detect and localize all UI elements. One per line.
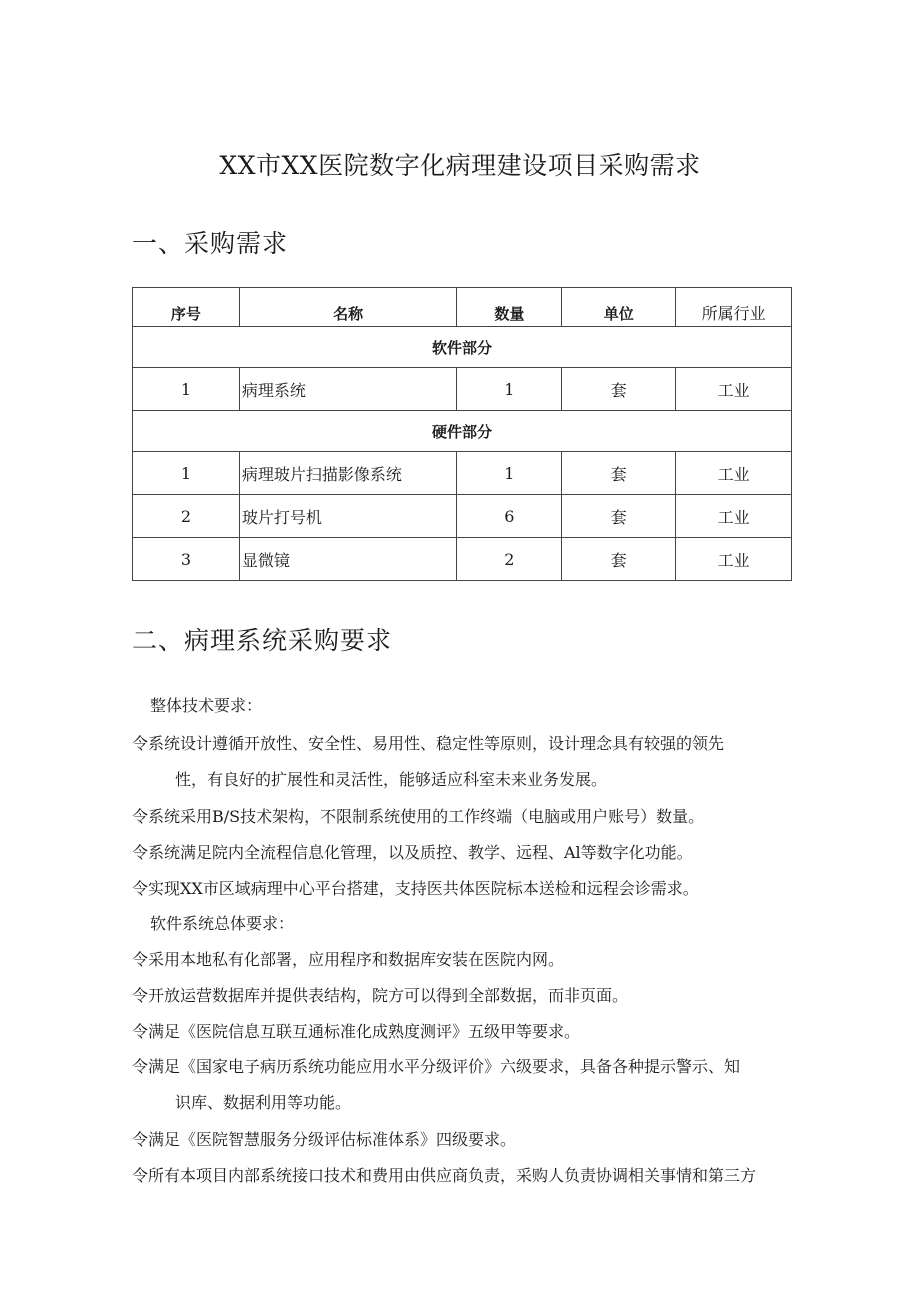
cell-qty: 1	[457, 452, 562, 495]
header-unit: 单位	[562, 288, 676, 327]
requirement-item: 令系统采用B/S技术架构，不限制系统使用的工作终端（电脑或用户账号）数量。	[132, 807, 705, 826]
cell-industry: 工业	[676, 495, 792, 538]
cell-name: 玻片打号机	[239, 495, 457, 538]
cell-unit: 套	[562, 368, 676, 411]
requirement-item: 令满足《医院信息互联互通标准化成熟度测评》五级甲等要求。	[132, 1022, 581, 1041]
requirement-item: 令系统满足院内全流程信息化管理，以及质控、教学、远程、Al等数字化功能。	[132, 843, 693, 862]
table-header-row	[133, 288, 792, 327]
cell-no: 3	[133, 538, 240, 581]
cell-name: 显微镜	[239, 538, 457, 581]
cell-industry: 工业	[676, 538, 792, 581]
cell-name: 病理玻片扫描影像系统	[239, 452, 457, 495]
requirement-item: 令满足《国家电子病历系统功能应用水平分级评价》六级要求，具备各种提示警示、知	[132, 1057, 741, 1076]
cell-name: 病理系统	[239, 368, 457, 411]
section-label-software: 软件部分	[133, 327, 792, 368]
software-requirements-label: 软件系统总体要求：	[150, 914, 295, 933]
requirement-item-continued: 识库、数据利用等功能。	[175, 1093, 352, 1112]
requirement-item: 令开放运营数据库并提供表结构，院方可以得到全部数据，而非页面。	[132, 986, 629, 1005]
cell-unit: 套	[562, 452, 676, 495]
cell-no: 2	[133, 495, 240, 538]
requirement-item-continued: 性，有良好的扩展性和灵活性，能够适应科室未来业务发展。	[175, 770, 608, 789]
header-no: 序号	[133, 288, 240, 327]
cell-no: 1	[133, 452, 240, 495]
table-section-row	[133, 411, 792, 452]
section-heading-procurement: 一、采购需求	[132, 229, 289, 258]
header-qty: 数量	[457, 288, 562, 327]
cell-unit: 套	[562, 538, 676, 581]
cell-qty: 1	[457, 368, 562, 411]
cell-industry: 工业	[676, 452, 792, 495]
cell-industry: 工业	[676, 368, 792, 411]
requirement-item: 令系统设计遵循开放性、安全性、易用性、稳定性等原则，设计理念具有较强的领先	[132, 734, 725, 753]
requirement-item: 令所有本项目内部系统接口技术和费用由供应商负责，采购人负责协调相关事情和第三方	[132, 1166, 757, 1185]
overall-requirements-label: 整体技术要求：	[150, 696, 263, 715]
requirement-item: 令实现XX市区域病理中心平台搭建，支持医共体医院标本送检和远程会诊需求。	[132, 879, 699, 898]
cell-unit: 套	[562, 495, 676, 538]
requirement-item: 令满足《医院智慧服务分级评估标准体系》四级要求。	[132, 1130, 517, 1149]
table-row	[133, 368, 792, 411]
header-name: 名称	[239, 288, 457, 327]
table-row	[133, 452, 792, 495]
cell-qty: 2	[457, 538, 562, 581]
table-section-row	[133, 327, 792, 368]
procurement-table	[132, 287, 792, 581]
requirement-item: 令采用本地私有化部署，应用程序和数据库安装在医院内网。	[132, 950, 565, 969]
table-row	[133, 538, 792, 581]
cell-qty: 6	[457, 495, 562, 538]
cell-no: 1	[133, 368, 240, 411]
header-industry: 所属行业	[676, 288, 792, 327]
section-label-hardware: 硬件部分	[133, 411, 792, 452]
section-heading-pathology: 二、病理系统采购要求	[132, 626, 393, 655]
table-row	[133, 495, 792, 538]
document-title: XX市XX医院数字化病理建设项目采购需求	[219, 151, 701, 180]
